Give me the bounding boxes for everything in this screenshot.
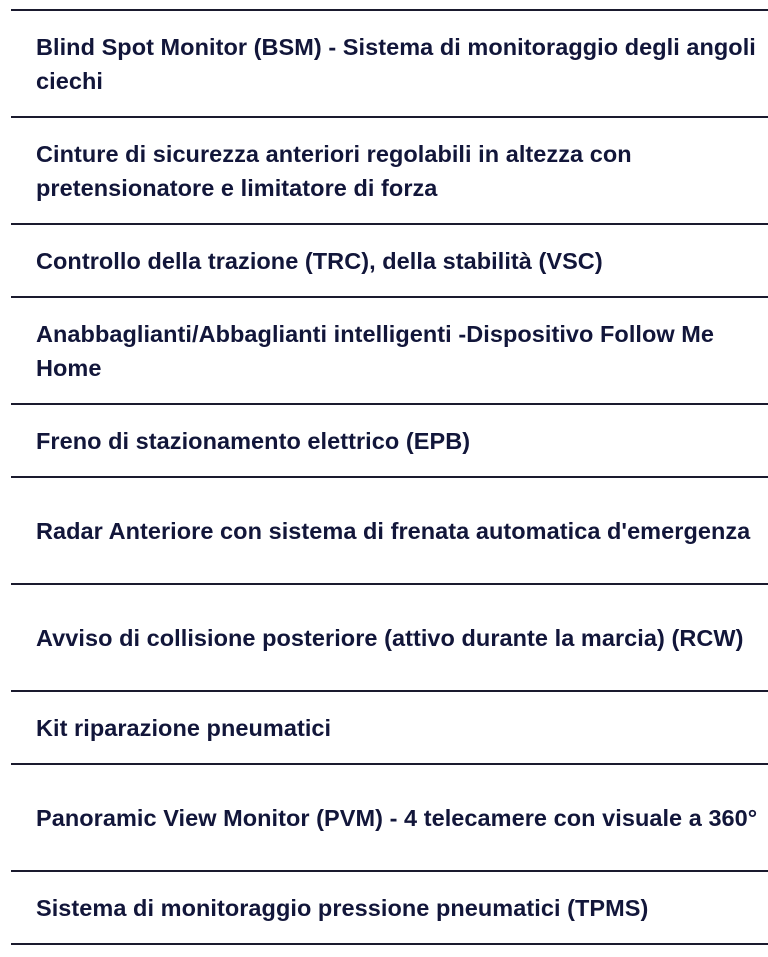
feature-label: Kit riparazione pneumatici bbox=[36, 714, 332, 741]
feature-label: Freno di stazionamento elettrico (EPB) bbox=[36, 427, 471, 454]
feature-label: Avviso di collisione posteriore (attivo durante la marcia) (RCW) bbox=[36, 624, 744, 651]
list-item bbox=[11, 585, 768, 692]
list-item bbox=[11, 118, 768, 225]
feature-label: Panoramic View Monitor (PVM) - 4 telecamere con visuale a 360° bbox=[36, 804, 758, 831]
feature-label: Controllo della trazione (TRC), della stabilità (VSC) bbox=[36, 247, 603, 274]
list-item bbox=[11, 225, 768, 298]
list-item bbox=[11, 692, 768, 765]
feature-label: Cinture di sicurezza anteriori regolabili in altezza con pretensionatore e limitatore di forza bbox=[36, 140, 632, 201]
feature-label: Radar Anteriore con sistema di frenata automatica d'emergenza bbox=[36, 517, 751, 544]
safety-features-list bbox=[11, 9, 768, 945]
list-item bbox=[11, 405, 768, 478]
list-item bbox=[11, 872, 768, 945]
feature-label: Anabbaglianti/Abbaglianti intelligenti -Dispositivo Follow Me Home bbox=[36, 320, 715, 381]
list-item bbox=[11, 478, 768, 585]
feature-label: Sistema di monitoraggio pressione pneumatici (TPMS) bbox=[36, 894, 649, 921]
list-item bbox=[11, 298, 768, 405]
list-item bbox=[11, 11, 768, 118]
feature-label: Blind Spot Monitor (BSM) - Sistema di monitoraggio degli angoli ciechi bbox=[36, 33, 756, 94]
list-item bbox=[11, 765, 768, 872]
